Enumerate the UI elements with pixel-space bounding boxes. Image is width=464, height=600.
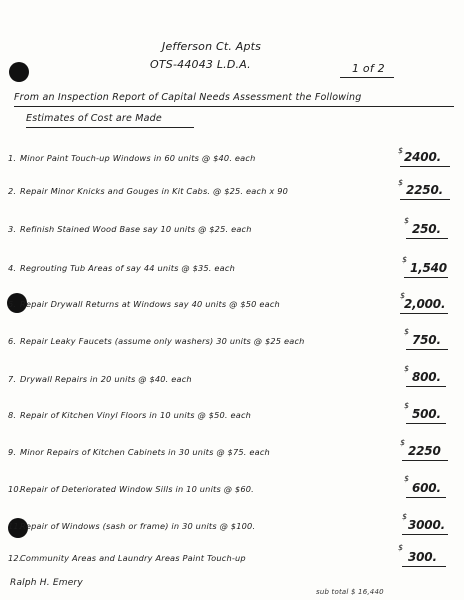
list-item-text: Repair of Windows (sash or frame) in 30 units @ $100. xyxy=(20,521,256,531)
list-item-number: 7. xyxy=(8,374,17,384)
list-item-number: 1. xyxy=(8,153,17,163)
list-item-text: Repair Drywall Returns at Windows say 40 units @ $50 each xyxy=(20,299,280,309)
list-item-text: Repair of Deteriorated Window Sills in 10 units @ $60. xyxy=(20,484,254,494)
amount-underline xyxy=(402,566,446,567)
list-item-amount: 3000. xyxy=(408,518,445,532)
dollar-sign: $ xyxy=(398,543,404,552)
amount-underline xyxy=(406,238,448,239)
list-item-number: 2. xyxy=(8,186,17,196)
list-item-text: Drywall Repairs in 20 units @ $40. each xyxy=(20,374,192,384)
list-item-number: 10. xyxy=(8,484,22,494)
page-indicator: 1 of 2 xyxy=(352,62,385,75)
list-item-number: 3. xyxy=(8,224,17,234)
header-title: Jefferson Ct. Apts xyxy=(162,40,262,53)
list-item-text: Minor Repairs of Kitchen Cabinets in 30 units @ $75. each xyxy=(20,447,270,457)
dollar-sign: $ xyxy=(404,216,410,225)
list-item-number: 5. xyxy=(8,299,17,309)
list-item-text: Repair Minor Knicks and Gouges in Kit Cabs. @ $25. each x 90 xyxy=(20,186,289,196)
list-item-number: 9. xyxy=(8,447,17,457)
list-item-amount: 1,540 xyxy=(410,261,447,275)
dollar-sign: $ xyxy=(404,474,410,483)
list-item-amount: 2250 xyxy=(408,444,441,458)
list-item-text: Repair Leaky Faucets (assume only washers) 30 units @ $25 each xyxy=(20,336,305,346)
list-item-amount: 250. xyxy=(412,222,441,236)
list-item-number: 11. xyxy=(8,521,22,531)
dollar-sign: $ xyxy=(398,146,404,155)
punch-hole-top xyxy=(9,62,29,82)
list-item-amount: 2,000. xyxy=(404,297,446,311)
header-ref: OTS-44043 L.D.A. xyxy=(150,58,251,71)
dollar-sign: $ xyxy=(402,255,408,264)
list-item-number: 6. xyxy=(8,336,17,346)
list-item-text: Community Areas and Laundry Areas Paint Touch-up xyxy=(20,553,246,563)
intro-line-1: From an Inspection Report of Capital Needs Assessment the Following xyxy=(14,92,362,103)
list-item-text: Refinish Stained Wood Base say 10 units @ $25. each xyxy=(20,224,252,234)
amount-underline xyxy=(400,166,450,167)
list-item-amount: 300. xyxy=(408,550,437,564)
amount-underline xyxy=(400,313,448,314)
list-item-amount: 800. xyxy=(412,370,441,384)
amount-underline xyxy=(406,349,448,350)
dollar-sign: $ xyxy=(400,438,406,447)
list-item-amount: 500. xyxy=(412,407,441,421)
amount-underline xyxy=(400,199,450,200)
dollar-sign: $ xyxy=(404,401,410,410)
list-item-amount: 2250. xyxy=(406,183,443,197)
page-underline xyxy=(340,77,394,78)
list-item-text: Repair of Kitchen Vinyl Floors in 10 units @ $50. each xyxy=(20,410,252,420)
amount-underline xyxy=(402,460,448,461)
amount-underline xyxy=(406,423,446,424)
amount-underline xyxy=(402,534,448,535)
signature: Ralph H. Emery xyxy=(10,578,83,588)
subtotal-note: sub total $ 16,440 xyxy=(316,588,384,596)
intro-underline-2 xyxy=(26,127,194,128)
list-item-amount: 750. xyxy=(412,333,441,347)
dollar-sign: $ xyxy=(404,327,410,336)
dollar-sign: $ xyxy=(398,178,404,187)
intro-line-2: Estimates of Cost are Made xyxy=(26,113,162,124)
list-item-number: 4. xyxy=(8,263,17,273)
amount-underline xyxy=(404,277,448,278)
dollar-sign: $ xyxy=(402,512,408,521)
list-item-text: Minor Paint Touch-up Windows in 60 units @ $40. each xyxy=(20,153,256,163)
list-item-number: 12. xyxy=(8,553,22,563)
amount-underline xyxy=(406,497,446,498)
list-item-amount: 2400. xyxy=(404,150,441,164)
dollar-sign: $ xyxy=(404,364,410,373)
list-item-number: 8. xyxy=(8,410,17,420)
dollar-sign: $ xyxy=(400,291,406,300)
amount-underline xyxy=(406,386,446,387)
intro-underline-1 xyxy=(14,106,454,107)
list-item-text: Regrouting Tub Areas of say 44 units @ $35. each xyxy=(20,263,235,273)
list-item-amount: 600. xyxy=(412,481,441,495)
